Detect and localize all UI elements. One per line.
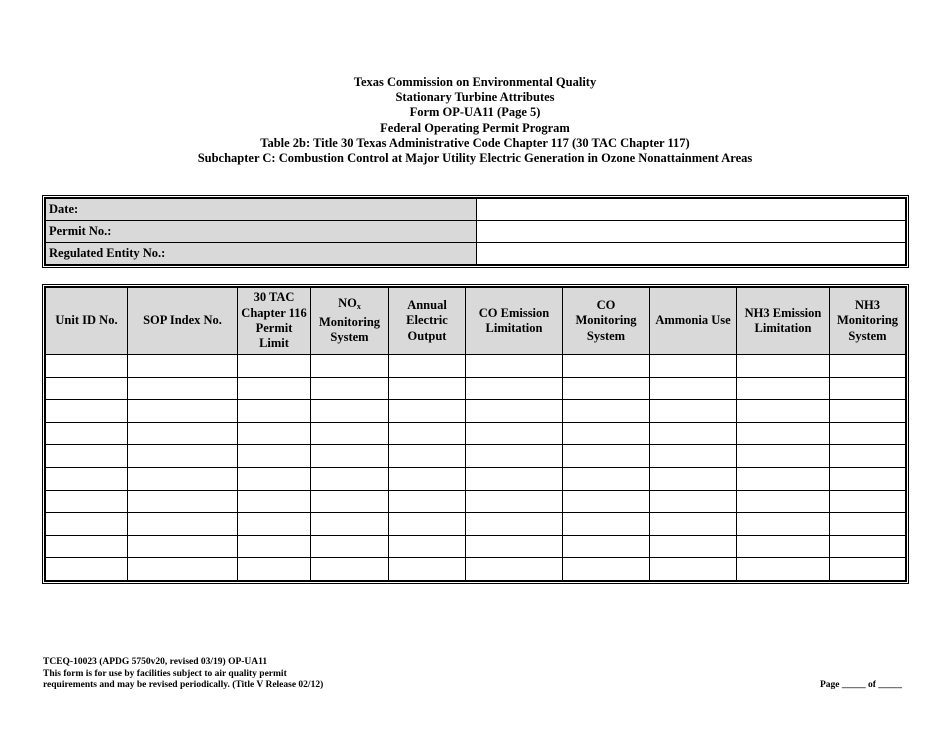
permit-row bbox=[46, 221, 906, 243]
col-tac-116-limit: 30 TAC Chapter 116 Permit Limit bbox=[238, 288, 311, 355]
col-ammonia-use: Ammonia Use bbox=[650, 288, 737, 355]
table-cell[interactable] bbox=[46, 445, 128, 468]
date-label: Date: bbox=[46, 199, 477, 221]
table-cell[interactable] bbox=[466, 467, 563, 490]
nox-subscript: x bbox=[356, 302, 361, 312]
table-cell[interactable] bbox=[830, 377, 906, 400]
table-cell[interactable] bbox=[830, 513, 906, 536]
table-cell[interactable] bbox=[128, 513, 238, 536]
table-cell[interactable] bbox=[238, 355, 311, 378]
form-subject: Stationary Turbine Attributes bbox=[395, 90, 555, 105]
nox-label: NO bbox=[338, 296, 357, 311]
table-cell[interactable] bbox=[466, 422, 563, 445]
table-cell[interactable] bbox=[737, 400, 830, 423]
table-row bbox=[46, 400, 906, 423]
table-cell[interactable] bbox=[389, 422, 466, 445]
col-annual-output: Annual Electric Output bbox=[389, 288, 466, 355]
table-cell[interactable] bbox=[389, 535, 466, 558]
table-cell[interactable] bbox=[238, 445, 311, 468]
table-cell[interactable] bbox=[46, 490, 128, 513]
table-row bbox=[46, 535, 906, 558]
table-cell[interactable] bbox=[466, 355, 563, 378]
table-cell[interactable] bbox=[389, 400, 466, 423]
table-cell[interactable] bbox=[128, 535, 238, 558]
table-row bbox=[46, 513, 906, 536]
attributes-table bbox=[45, 287, 906, 581]
nox-monitoring-label: Monitoring System bbox=[318, 314, 381, 345]
table-cell[interactable] bbox=[650, 467, 737, 490]
date-row bbox=[46, 199, 906, 221]
form-header bbox=[0, 75, 950, 166]
footer-note-2: requirements and may be revised periodically. (Title V Release 02/12) bbox=[43, 680, 324, 691]
table-title: Table 2b: Title 30 Texas Administrative Code Chapter 117 (30 TAC Chapter 117) bbox=[260, 135, 690, 150]
permit-label: Permit No.: bbox=[46, 221, 477, 243]
table-cell[interactable] bbox=[830, 467, 906, 490]
entity-field[interactable] bbox=[477, 243, 906, 265]
table-cell[interactable] bbox=[389, 490, 466, 513]
col-sop-index: SOP Index No. bbox=[128, 288, 238, 355]
table-cell[interactable] bbox=[737, 490, 830, 513]
table-row bbox=[46, 422, 906, 445]
table-cell[interactable] bbox=[46, 355, 128, 378]
table-cell[interactable] bbox=[389, 467, 466, 490]
table-cell[interactable] bbox=[389, 355, 466, 378]
table-cell[interactable] bbox=[830, 445, 906, 468]
table-cell[interactable] bbox=[128, 400, 238, 423]
entity-row bbox=[46, 243, 906, 265]
table-cell[interactable] bbox=[46, 535, 128, 558]
table-cell[interactable] bbox=[46, 400, 128, 423]
table-cell[interactable] bbox=[46, 422, 128, 445]
col-co-monitoring: CO Monitoring System bbox=[563, 288, 650, 355]
table-cell[interactable] bbox=[311, 513, 389, 536]
table-cell[interactable] bbox=[311, 377, 389, 400]
table-cell[interactable] bbox=[238, 535, 311, 558]
table-cell[interactable] bbox=[737, 535, 830, 558]
table-cell[interactable] bbox=[128, 558, 238, 581]
table-cell[interactable] bbox=[389, 445, 466, 468]
table-cell[interactable] bbox=[650, 558, 737, 581]
table-cell[interactable] bbox=[650, 355, 737, 378]
table-cell[interactable] bbox=[128, 377, 238, 400]
table-cell[interactable] bbox=[128, 490, 238, 513]
table-row bbox=[46, 467, 906, 490]
table-cell[interactable] bbox=[737, 513, 830, 536]
table-cell[interactable] bbox=[563, 490, 650, 513]
col-unit-id: Unit ID No. bbox=[46, 288, 128, 355]
table-cell[interactable] bbox=[650, 490, 737, 513]
table-cell[interactable] bbox=[238, 490, 311, 513]
table-cell[interactable] bbox=[128, 422, 238, 445]
table-body bbox=[46, 355, 906, 581]
table-cell[interactable] bbox=[563, 558, 650, 581]
identification-box bbox=[42, 195, 909, 268]
col-nh3-limit: NH3 Emission Limitation bbox=[737, 288, 830, 355]
entity-label: Regulated Entity No.: bbox=[46, 243, 477, 265]
form-id: TCEQ-10023 (APDG 5750v20, revised 03/19) OP-UA11 bbox=[43, 657, 268, 667]
table-cell[interactable] bbox=[466, 490, 563, 513]
table-cell[interactable] bbox=[563, 535, 650, 558]
table-cell[interactable] bbox=[311, 558, 389, 581]
table-cell[interactable] bbox=[650, 535, 737, 558]
table-cell[interactable] bbox=[466, 400, 563, 423]
table-cell[interactable] bbox=[563, 513, 650, 536]
table-cell[interactable] bbox=[311, 445, 389, 468]
table-cell[interactable] bbox=[238, 377, 311, 400]
table-cell[interactable] bbox=[466, 558, 563, 581]
table-cell[interactable] bbox=[128, 355, 238, 378]
table-cell[interactable] bbox=[830, 355, 906, 378]
col-nox-monitoring bbox=[311, 288, 389, 355]
table-cell[interactable] bbox=[46, 377, 128, 400]
table-cell[interactable] bbox=[563, 445, 650, 468]
table-cell[interactable] bbox=[650, 422, 737, 445]
table-cell[interactable] bbox=[830, 490, 906, 513]
table-cell[interactable] bbox=[389, 558, 466, 581]
table-cell[interactable] bbox=[128, 445, 238, 468]
table-cell[interactable] bbox=[466, 513, 563, 536]
table-cell[interactable] bbox=[389, 513, 466, 536]
table-cell[interactable] bbox=[830, 558, 906, 581]
table-row bbox=[46, 490, 906, 513]
form-footer bbox=[43, 657, 323, 692]
table-cell[interactable] bbox=[238, 467, 311, 490]
table-cell[interactable] bbox=[737, 355, 830, 378]
footer-note-1: This form is for use by facilities subject to air quality permit bbox=[43, 668, 287, 679]
permit-field[interactable] bbox=[477, 221, 906, 243]
table-cell[interactable] bbox=[650, 377, 737, 400]
table-cell[interactable] bbox=[238, 513, 311, 536]
col-nh3-monitoring: NH3 Monitoring System bbox=[830, 288, 906, 355]
date-field[interactable] bbox=[477, 199, 906, 221]
table-cell[interactable] bbox=[650, 400, 737, 423]
header-row bbox=[46, 288, 906, 355]
table-cell[interactable] bbox=[466, 377, 563, 400]
table-cell[interactable] bbox=[389, 377, 466, 400]
table-cell[interactable] bbox=[563, 377, 650, 400]
table-cell[interactable] bbox=[466, 445, 563, 468]
table-cell[interactable] bbox=[563, 355, 650, 378]
table-cell[interactable] bbox=[311, 422, 389, 445]
table-cell[interactable] bbox=[311, 400, 389, 423]
attributes-box bbox=[42, 284, 909, 584]
table-cell[interactable] bbox=[311, 490, 389, 513]
form-number: Form OP-UA11 (Page 5) bbox=[409, 105, 541, 120]
agency-title: Texas Commission on Environmental Quality bbox=[353, 75, 597, 89]
table-cell[interactable] bbox=[830, 422, 906, 445]
table-cell[interactable] bbox=[830, 400, 906, 423]
table-cell[interactable] bbox=[737, 467, 830, 490]
table-cell[interactable] bbox=[46, 467, 128, 490]
table-cell[interactable] bbox=[563, 422, 650, 445]
identification-table bbox=[45, 198, 906, 265]
table-cell[interactable] bbox=[650, 445, 737, 468]
table-row bbox=[46, 445, 906, 468]
table-cell[interactable] bbox=[46, 513, 128, 536]
table-cell[interactable] bbox=[311, 535, 389, 558]
table-cell[interactable] bbox=[238, 400, 311, 423]
table-cell[interactable] bbox=[737, 422, 830, 445]
table-cell[interactable] bbox=[311, 467, 389, 490]
table-cell[interactable] bbox=[128, 467, 238, 490]
program-name: Federal Operating Permit Program bbox=[380, 120, 570, 135]
subchapter-title: Subchapter C: Combustion Control at Major Utility Electric Generation in Ozone Nonattainment Areas bbox=[197, 151, 753, 166]
table-cell[interactable] bbox=[238, 422, 311, 445]
table-cell[interactable] bbox=[311, 355, 389, 378]
table-cell[interactable] bbox=[737, 377, 830, 400]
table-cell[interactable] bbox=[238, 558, 311, 581]
table-row bbox=[46, 355, 906, 378]
table-cell[interactable] bbox=[466, 535, 563, 558]
table-cell[interactable] bbox=[830, 535, 906, 558]
table-row bbox=[46, 377, 906, 400]
table-cell[interactable] bbox=[737, 445, 830, 468]
table-cell[interactable] bbox=[737, 558, 830, 581]
table-row bbox=[46, 558, 906, 581]
col-co-limit: CO Emission Limitation bbox=[466, 288, 563, 355]
table-cell[interactable] bbox=[563, 467, 650, 490]
page-number: Page _____ of _____ bbox=[819, 680, 902, 690]
table-cell[interactable] bbox=[650, 513, 737, 536]
table-cell[interactable] bbox=[563, 400, 650, 423]
table-cell[interactable] bbox=[46, 558, 128, 581]
